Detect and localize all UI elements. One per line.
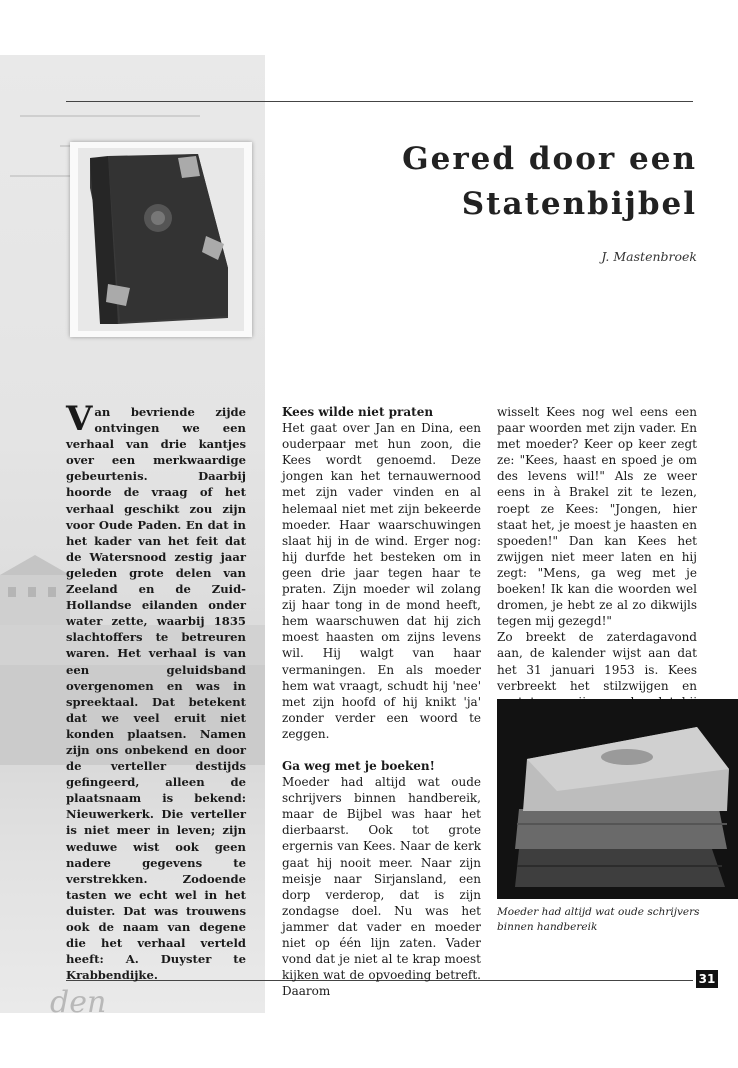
- old-books-photo: [497, 699, 738, 899]
- top-rule: [66, 101, 693, 102]
- photo-caption: Moeder had altijd wat oude schrijvers binnen handbereik: [497, 906, 700, 933]
- page-number: 31: [696, 970, 718, 988]
- bible-book-image: [78, 148, 244, 331]
- drop-cap: V: [66, 399, 93, 439]
- middle-column: [282, 404, 481, 999]
- section-heading-boeken: Ga weg met je boeken!: [282, 758, 435, 773]
- stacked-books-image: [497, 699, 738, 899]
- intro-column: [66, 399, 246, 983]
- section-heading-kees: Kees wilde niet praten: [282, 405, 434, 419]
- right-column: [497, 404, 697, 726]
- title-line-2: Statenbijbel: [461, 186, 697, 222]
- article-title: [402, 137, 697, 227]
- background-handwriting: den: [50, 985, 107, 1020]
- intro-text: an bevriende zijde ontvingen we een verhaal van drie kantjes over een merkwaardige gebeurtenis. Daarbij hoorde de vraag of het verhaal geschikt zou zijn voor Oude Paden. En dat in het kader van het feit dat de Watersnood zestig jaar geleden grote delen van Zeeland en de Zuid-Hollandse eilanden onder water zette, waarbij 1835 slachtoffers te betreuren waren. Het verhaal is van een geluidsband overgenomen en was in spreektaal. Dat betekent dat we veel eruit niet konden plaatsen. Namen zijn ons onbekend en door de verteller destijds gefingeerd, alleen de plaatsnaam is bekend: Nieuwerkerk. Die verteller is niet meer in leven; zijn weduwe wist ook geen nadere gegevens te verstrekken. Zodoende tasten we echt wel in het duister. Dat was trouwens ook de naam van degene die het verhaal verteld heeft: A. Duyster te Krabbendijke.: [66, 405, 246, 983]
- section-text-kees: Het gaat over Jan en Dina, een ouderpaar met hun zoon, die Kees wordt genoemd. Deze jongen kan het ternauwernood met zijn vader vinden en al helemaal niet met zijn bekeerde moeder. Haar waarschuwingen slaat hij in de wind. Erger nog: hij durfde het besteken om in geen drie jaar tegen haar te praten. Zijn moeder wil zolang zij haar tong in de mond heeft, hem waarschuwen dat hij zich moest haasten om zijns levens wil. Hij walgt van haar vermaningen. En als moeder hem wat vraagt, schudt hij 'nee' met zijn hoofd of hij knikt 'ja' zonder verder een woord te zeggen.: [282, 421, 481, 741]
- section-text-boeken: Moeder had altijd wat oude schrijvers binnen handbereik, maar de Bijbel was haar het dierbaarst. Ook tot grote ergernis van Kees. Naar de kerk gaat hij nooit meer. Naar zijn meisje naar Sirjansland, een dorp verderop, dat is zijn zondagse doel. Nu was het jammer dat vader en moeder niet op één lijn zaten. Vader vond dat je niet al te krap moest kijken wat de opvoeding betreft. Daarom: [282, 775, 481, 999]
- right-column-paragraph-2: Zo breekt de zaterdagavond aan, de kalender wijst aan dat het 31 januari 1953 is. Kees verbreekt het stilzwijgen en: [497, 630, 697, 693]
- bible-photo: [70, 142, 252, 337]
- right-column-paragraph-1: wisselt Kees nog wel eens een paar woorden met zijn vader. En met moeder? Keer op keer zegt ze: "Kees, haast en spoed je om des levens wil!" Als ze weer eens in à Brakel zit te lezen, roept ze Kees: "Jongen, hier staat het, je moest je haasten en spoeden!" Dan kan Kees het zwijgen niet meer laten en hij zegt: "Mens, ga weg met je boeken! Ik kan die woorden wel dromen, je hebt ze al zo dikwijls tegen mij gezegd!": [497, 405, 697, 629]
- author: J. Mastenbroek: [601, 249, 697, 264]
- title-line-1: Gered door een: [402, 141, 697, 177]
